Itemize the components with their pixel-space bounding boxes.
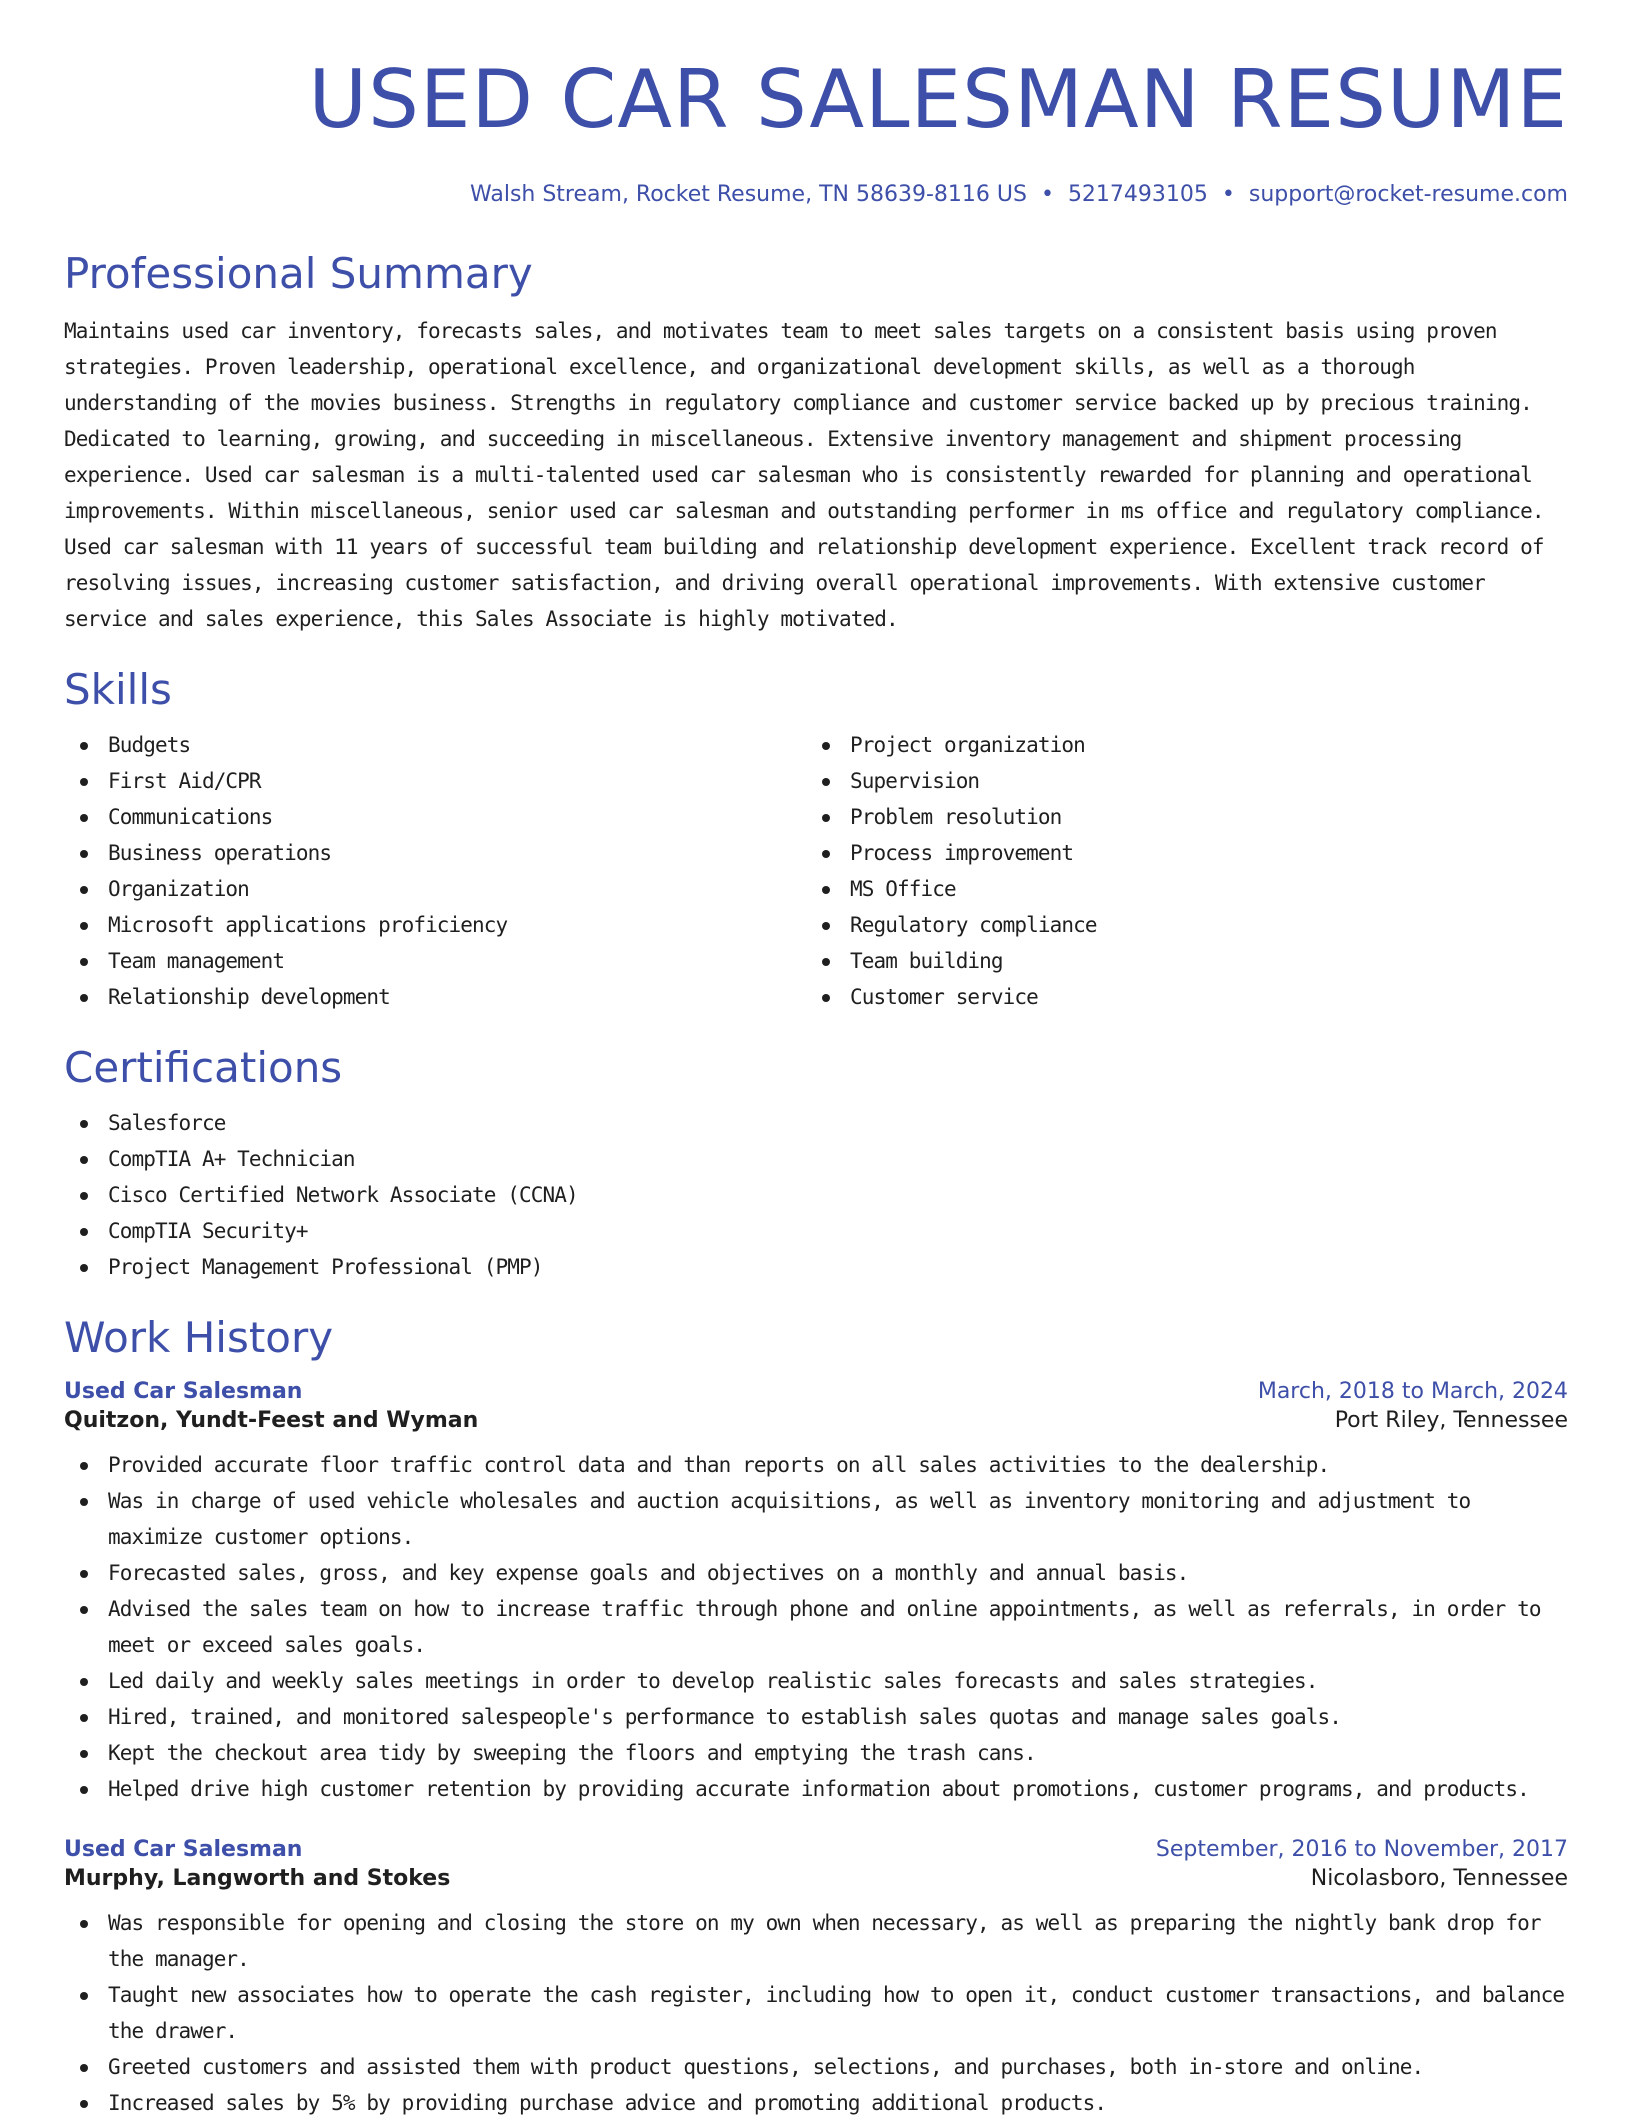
certifications-heading: Certifications bbox=[64, 1043, 343, 1092]
job-bullet: Hired, trained, and monitored salespeople's performance to establish sales quotas and manage sales goals. bbox=[64, 1699, 1568, 1735]
summary-section bbox=[64, 249, 1568, 637]
work-history-heading: Work History bbox=[64, 1313, 334, 1362]
resume-page bbox=[64, 0, 1568, 2121]
skills-list-left bbox=[64, 727, 806, 1015]
contact-phone: 5217493105 bbox=[1067, 182, 1208, 207]
contact-separator: • bbox=[1221, 182, 1235, 207]
skills-heading: Skills bbox=[64, 665, 172, 714]
job-bullet: Kept the checkout area tidy by sweeping the floors and emptying the trash cans. bbox=[64, 1735, 1568, 1771]
skill-item: MS Office bbox=[806, 871, 1548, 907]
job-title: Used Car Salesman bbox=[64, 1837, 303, 1862]
job-dates: September, 2016 to November, 2017 bbox=[1155, 1837, 1568, 1862]
skill-item: Problem resolution bbox=[806, 799, 1548, 835]
skill-item: Regulatory compliance bbox=[806, 907, 1548, 943]
contact-separator: • bbox=[1040, 182, 1054, 207]
skill-item: Team management bbox=[64, 943, 806, 979]
job-subheader bbox=[64, 1408, 1568, 1433]
job-company: Murphy, Langworth and Stokes bbox=[64, 1866, 451, 1891]
summary-text: Maintains used car inventory, forecasts sales, and motivates team to meet sales targets on a consistent basis using proven strategies. Proven leadership, operational excellence, and organizational development skills, as well as a thorough understanding of the movies business. Strengths in regulatory compliance and customer service backed up by precious training. Dedicated to learning, growing, and succeeding in miscellaneous. Extensive inventory management and shipment processing experience. Used car salesman is a multi-talented used car salesman who is consistently rewarded for planning and operational improvements. Within miscellaneous, senior used car salesman and outstanding performer in ms office and regulatory compliance. Used car salesman with 11 years of successful team building and relationship development experience. Excellent track record of resolving issues, increasing customer satisfaction, and driving overall operational improvements. With extensive customer service and sales experience, this Sales Associate is highly motivated. bbox=[64, 319, 1544, 631]
certification-item: Salesforce bbox=[64, 1105, 1568, 1141]
job-bullets bbox=[64, 1447, 1568, 1807]
job-location: Nicolasboro, Tennessee bbox=[1310, 1866, 1568, 1891]
certification-item: CompTIA Security+ bbox=[64, 1213, 1568, 1249]
skill-item: Business operations bbox=[64, 835, 806, 871]
job-bullet: Forecasted sales, gross, and key expense goals and objectives on a monthly and annual basis. bbox=[64, 1555, 1568, 1591]
skill-item: Communications bbox=[64, 799, 806, 835]
job-company: Quitzon, Yundt-Feest and Wyman bbox=[64, 1408, 479, 1433]
job-bullet: Helped drive high customer retention by providing accurate information about promotions, customer programs, and products. bbox=[64, 1771, 1568, 1807]
skill-item: Process improvement bbox=[806, 835, 1548, 871]
skill-item: Organization bbox=[64, 871, 806, 907]
job-bullet: Taught new associates how to operate the cash register, including how to open it, conduct customer transactions, and balance the drawer. bbox=[64, 1977, 1568, 2049]
job-entry bbox=[64, 1379, 1568, 1807]
certifications-section bbox=[64, 1043, 1568, 1285]
job-header bbox=[64, 1379, 1568, 1404]
skill-item: Budgets bbox=[64, 727, 806, 763]
job-bullet: Increased sales by 5% by providing purchase advice and promoting additional products. bbox=[64, 2085, 1568, 2121]
skill-item: Relationship development bbox=[64, 979, 806, 1015]
certifications-list bbox=[64, 1105, 1568, 1285]
job-bullet: Led daily and weekly sales meetings in order to develop realistic sales forecasts and sales strategies. bbox=[64, 1663, 1568, 1699]
skill-item: Customer service bbox=[806, 979, 1548, 1015]
contact-address: Walsh Stream, Rocket Resume, TN 58639-8116 US bbox=[470, 182, 1027, 207]
resume-title: USED CAR SALESMAN RESUME bbox=[308, 53, 1568, 146]
job-dates: March, 2018 to March, 2024 bbox=[1257, 1379, 1568, 1404]
job-subheader bbox=[64, 1866, 1568, 1891]
job-bullet: Was responsible for opening and closing the store on my own when necessary, as well as preparing the nightly bank drop for the manager. bbox=[64, 1905, 1568, 1977]
job-bullet: Advised the sales team on how to increase traffic through phone and online appointments, as well as referrals, in order to meet or exceed sales goals. bbox=[64, 1591, 1568, 1663]
work-history-section bbox=[64, 1313, 1568, 2121]
skill-item: Supervision bbox=[806, 763, 1548, 799]
job-title: Used Car Salesman bbox=[64, 1379, 303, 1404]
job-header bbox=[64, 1837, 1568, 1862]
certification-item: Project Management Professional (PMP) bbox=[64, 1249, 1568, 1285]
skill-item: Microsoft applications proficiency bbox=[64, 907, 806, 943]
skills-list-right bbox=[806, 727, 1548, 1015]
job-location: Port Riley, Tennessee bbox=[1334, 1408, 1568, 1433]
contact-email[interactable]: support@rocket-resume.com bbox=[1248, 182, 1568, 207]
skill-item: Team building bbox=[806, 943, 1548, 979]
summary-heading: Professional Summary bbox=[64, 249, 533, 298]
certification-item: Cisco Certified Network Associate (CCNA) bbox=[64, 1177, 1568, 1213]
job-bullet: Provided accurate floor traffic control data and than reports on all sales activities to the dealership. bbox=[64, 1447, 1568, 1483]
job-bullet: Was in charge of used vehicle wholesales and auction acquisitions, as well as inventory monitoring and adjustment to maximize customer options. bbox=[64, 1483, 1568, 1555]
skills-section bbox=[64, 665, 1568, 1015]
job-bullet: Greeted customers and assisted them with product questions, selections, and purchases, both in-store and online. bbox=[64, 2049, 1568, 2085]
job-entry bbox=[64, 1837, 1568, 2121]
job-bullets bbox=[64, 1905, 1568, 2121]
skills-columns bbox=[64, 727, 1568, 1015]
contact-line bbox=[64, 182, 1568, 207]
skill-item: First Aid/CPR bbox=[64, 763, 806, 799]
skill-item: Project organization bbox=[806, 727, 1548, 763]
certification-item: CompTIA A+ Technician bbox=[64, 1141, 1568, 1177]
